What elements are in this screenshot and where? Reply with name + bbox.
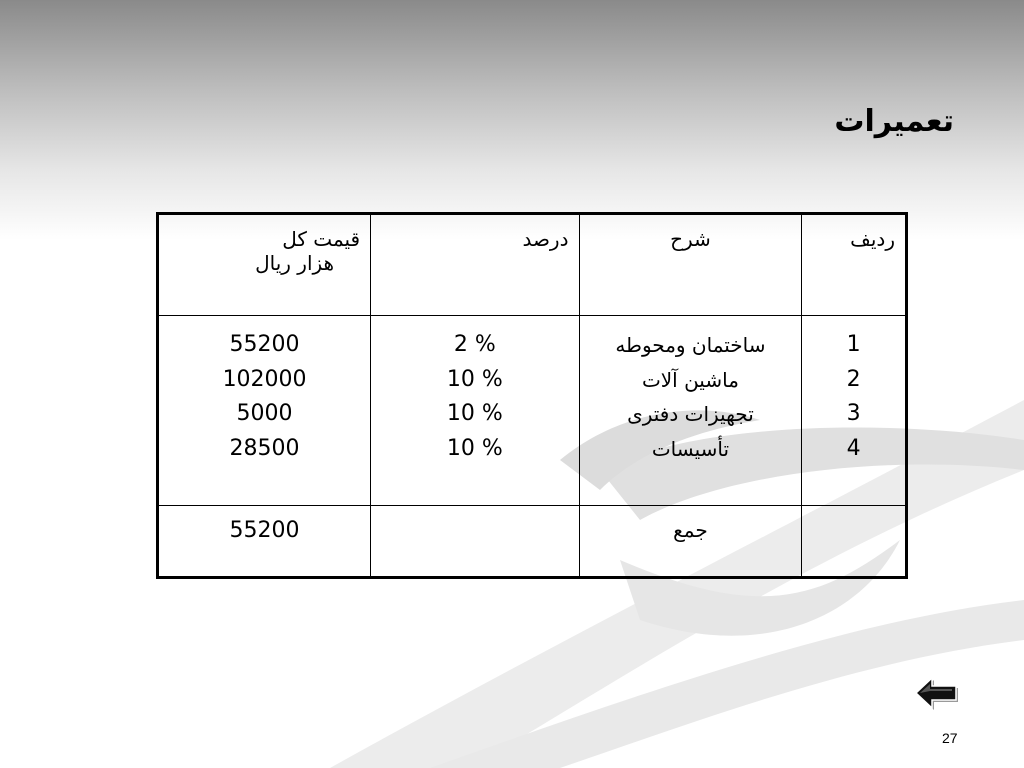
total-percent-cell xyxy=(371,506,579,578)
header-total-price xyxy=(158,214,371,316)
slide-title: تعمیرات xyxy=(834,104,954,139)
prices-cell xyxy=(158,316,371,506)
row-number: 3 xyxy=(846,401,861,426)
row-price: 55200 xyxy=(229,332,300,357)
row-description: تأسیسات xyxy=(651,436,730,461)
row-description: تجهیزات دفتری xyxy=(627,402,754,426)
row-percent: 2 % xyxy=(453,332,496,357)
row-price: 102000 xyxy=(222,366,307,392)
row-numbers-cell xyxy=(802,316,907,506)
row-price: 5000 xyxy=(236,401,293,426)
row-percent: 10 % xyxy=(446,366,503,392)
row-percent: 10 % xyxy=(446,435,503,461)
header-percent: درصد xyxy=(371,214,579,316)
header-price-line1: قیمت کل xyxy=(282,227,361,251)
header-price-line2: هزار ریال xyxy=(255,251,335,275)
table-data-row xyxy=(158,316,907,506)
header-description: شرح xyxy=(579,214,802,316)
descriptions-cell xyxy=(579,316,802,506)
header-row-number: ردیف xyxy=(802,214,907,316)
row-percent: 10 % xyxy=(446,401,503,426)
total-price: 55200 xyxy=(158,506,371,578)
total-label: جمع xyxy=(579,506,802,578)
total-row-number-cell xyxy=(802,506,907,578)
page-number: 27 xyxy=(942,730,958,746)
row-number: 2 xyxy=(846,366,861,392)
left-arrow-icon[interactable] xyxy=(912,674,960,712)
percents-cell xyxy=(371,316,579,506)
row-number: 4 xyxy=(846,435,861,461)
table-header-row xyxy=(158,214,907,316)
table-total-row xyxy=(158,506,907,578)
row-description: ماشین آلات xyxy=(641,367,739,392)
row-number: 1 xyxy=(846,332,861,357)
row-description: ساختمان ومحوطه xyxy=(615,333,766,357)
row-price: 28500 xyxy=(229,435,300,461)
repairs-table xyxy=(156,212,908,579)
